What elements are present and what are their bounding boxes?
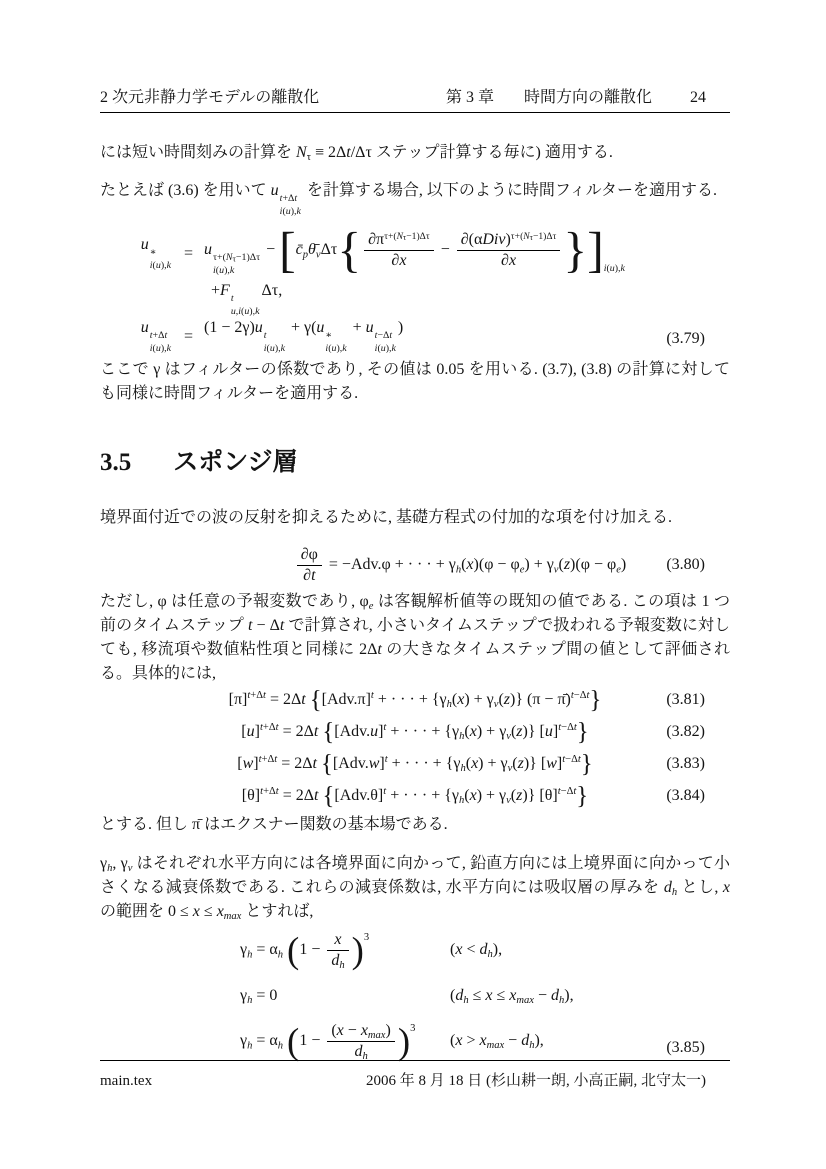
equation-385-condition3: $(x > x_{max} - d_h)$, bbox=[450, 1032, 544, 1052]
equation-385 bbox=[240, 930, 730, 1071]
page-number: 24 bbox=[690, 89, 706, 106]
equation-379-lhs1: u ∗ i(u),k bbox=[140, 235, 171, 271]
equation-number-380: (3.80) bbox=[666, 556, 705, 573]
header-right-group bbox=[446, 84, 730, 107]
header-chapter: 第 3 章 bbox=[445, 89, 494, 106]
equation-382-body: $[u]^{t+\Delta t} = 2\Delta t$ {$[Adv.u]^t$ + · · · + $\{\gamma_h(x) + \gamma_v(z)\}$ $[u]^{t-\Delta t}$} bbox=[241, 718, 589, 746]
equation-382 bbox=[100, 716, 730, 748]
equation-number-382: (3.82) bbox=[666, 723, 705, 740]
paragraph-damping-explanation: $\gamma_h$, $\gamma_v$ はそれぞれ水平方向には各境界面に向かって, 鉛直方向には上境界面に向かって小さくなる減衰係数である. これらの減衰係数は, 水平方向には吸収層の厚みを $d_h$ とし, x の範囲を $0 \le x \le x_{max}$ とすれば, bbox=[100, 855, 730, 923]
equation-380 bbox=[100, 542, 730, 588]
equation-380-body: $\frac{\partial\varphi}{\partial t}$ = −Adv.φ + · · · + $\gamma_h(x)(\varphi - \varphi_e) + \gamma_v(z)(\varphi - \varphi_e)$ bbox=[294, 545, 626, 586]
equation-379 bbox=[115, 222, 730, 356]
header-left-title: 2 次元非静力学モデルの離散化 bbox=[100, 89, 320, 106]
section-number: 3.5 bbox=[100, 449, 132, 476]
equals-sign: = bbox=[184, 328, 194, 346]
equation-381-body: $[\pi]^{t+\Delta t} = 2\Delta t$ {$[Adv.\pi]^t$ + · · · + $\{\gamma_h(x) + \gamma_v(z)\} (\pi$ − π̄)$^{t-\Delta t}$} bbox=[228, 686, 602, 714]
equation-379-lhs3: u t+Δt i(u),k bbox=[140, 318, 171, 354]
equation-number-383: (3.83) bbox=[666, 755, 705, 772]
equation-379-rhs3: (1 − 2γ)u t i(u),k + γ(u ∗ i(u),k + u t−Δt i(u),k ) bbox=[204, 318, 404, 354]
equation-379-line2 bbox=[211, 282, 730, 319]
equation-number-384: (3.84) bbox=[666, 787, 705, 804]
header-section-title: 時間方向の離散化 bbox=[523, 89, 652, 106]
equation-385-row2 bbox=[240, 980, 730, 1012]
equation-379-rhs2: +F t u,i(u),k Δτ, bbox=[211, 282, 283, 318]
paragraph-exner-note: とする. 但し π̄ はエクスナー関数の基本場である. bbox=[100, 816, 448, 833]
paragraph-example: たとえば (3.6) を用いて u t+Δt i(u),k を計算する場合, 以下のように時間フィルターを適用する. bbox=[100, 182, 717, 218]
equation-383 bbox=[100, 748, 730, 780]
equation-381 bbox=[100, 684, 730, 716]
equation-number-379: (3.79) bbox=[666, 329, 705, 347]
equation-385-row1 bbox=[240, 930, 730, 971]
equation-385-formula2: $\gamma_h = 0$ bbox=[240, 987, 278, 1007]
equation-385-row3 bbox=[240, 1021, 730, 1062]
equation-379-rhs1: u $\tau+(N_\tau-1)\Delta\tau$ i(u),k − [$c̄_p\thetā_v\Delta\tau${ $\frac{\partial\pi^{\tau+(N_\tau-1)\Delta\tau}}{\partial x}$ − $\partial(\alpha Div)^{\tau+(N_\tau-1)\Delta\tau}$ ∂x }]$_{i(u),k}$ bbox=[204, 222, 625, 278]
paragraph-timefilter-note: には短い時間刻みの計算を $N_\tau \equiv 2\Delta t/\Delta\tau$ ステップ計算する毎に) 適用する. bbox=[100, 144, 613, 164]
section-title: スポンジ層 bbox=[173, 448, 298, 476]
footer-date-authors: 2006 年 8 月 18 日 (杉山耕一朗, 小高正嗣, 北守太一) bbox=[366, 1073, 706, 1089]
equation-number-385: (3.85) bbox=[666, 1039, 705, 1056]
equation-383-body: $[w]^{t+\Delta t} = 2\Delta t$ {$[Adv.w]^t$ + · · · + $\{\gamma_h(x) + \gamma_v(z)\}$ $[w]^{t-\Delta t}$} bbox=[237, 750, 593, 778]
page-header bbox=[100, 84, 730, 113]
equation-379-line1 bbox=[115, 222, 730, 282]
equation-385-formula1: $\gamma_h = \alpha_h$ (1 − $\frac{x}{d_h}$ )$^3$ bbox=[240, 929, 370, 972]
equation-379-line3 bbox=[115, 319, 730, 356]
equation-384-body: $[\theta]^{t+\Delta t} = 2\Delta t$ {$[Adv.\theta]^t$ + · · · + $\{\gamma_h(x) + \gamma_v(z)\}$ $[\theta]^{t-\Delta t}$} bbox=[241, 782, 589, 810]
section-heading-3-5 bbox=[100, 448, 298, 477]
paragraph-gamma-value: ここで γ はフィルターの係数であり, その値は 0.05 を用いる. (3.7), (3.8) の計算に対しても同様に時間フィルターを適用する. bbox=[100, 361, 730, 402]
equation-385-condition2: $(d_h \le x \le x_{max} - d_h)$, bbox=[450, 987, 574, 1007]
page-footer bbox=[100, 1060, 730, 1090]
equation-385-condition1: $(x < d_h)$, bbox=[450, 941, 503, 961]
equals-sign: = bbox=[184, 245, 194, 262]
paragraph-phi-explanation: ただし, φ は任意の予報変数であり, $\varphi_e$ は客観解析値等の既知の値である. この項は 1 つ前のタイムステップ t − Δt で計算され, 小さいタイムステップで扱われる予報変数に対しても, 移流項や数値粘性項と同様に 2Δt の大きなタイムステップ間の値として評価される。具体的には, bbox=[100, 593, 731, 682]
equation-385-formula3: $\gamma_h = \alpha_h$ (1 − $(x - x_{max})$ $d_h$ )$^3$ bbox=[240, 1020, 416, 1063]
footer-filename: main.tex bbox=[100, 1073, 153, 1089]
equation-384 bbox=[100, 780, 730, 812]
equation-number-381: (3.81) bbox=[666, 691, 705, 708]
paragraph-sponge-intro: 境界面付近での波の反射を抑えるために, 基礎方程式の付加的な項を付け加える. bbox=[100, 509, 673, 526]
